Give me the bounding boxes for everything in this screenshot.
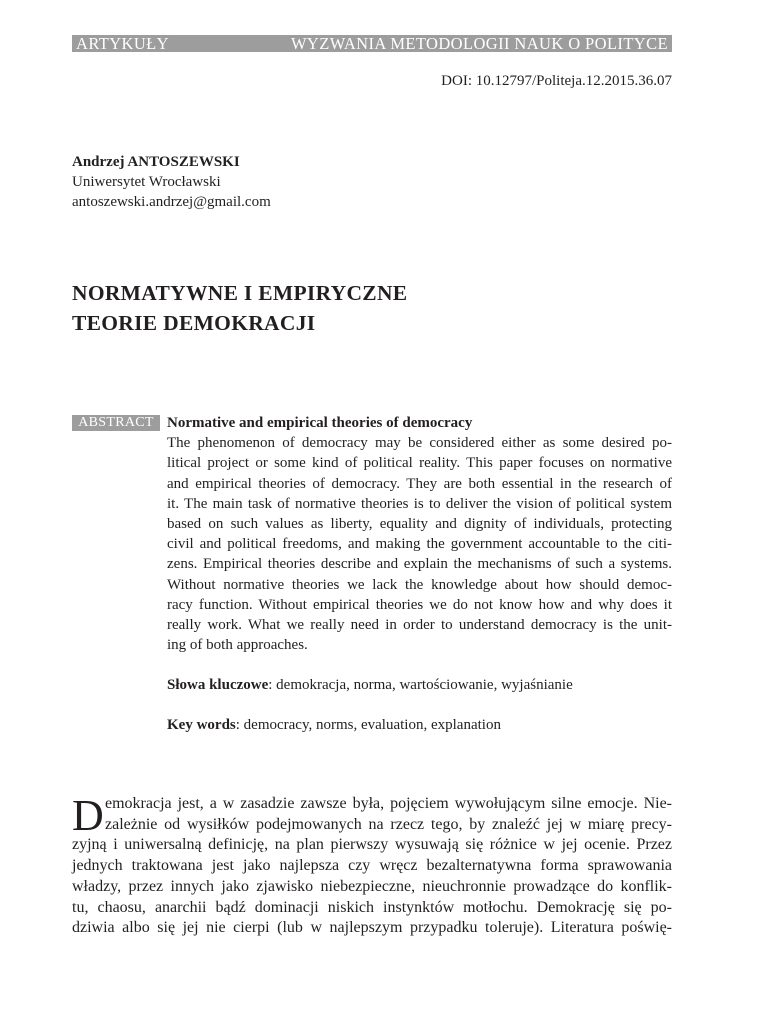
body-line: władzy, przez innych jako zjawisko niebezpieczne, nieuchronnie prowadzące do konflik- (72, 877, 672, 895)
body-line: zależnie od wysiłków podejmowanych na rzecz tego, by znaleźć jej w miarę precy- (105, 815, 672, 833)
body-line: tu, chaosu, anarchii bądź dominacji niskich instynktów motłochu. Demokrację się po- (72, 898, 672, 916)
keywords-polish-label: Słowa kluczowe (167, 677, 269, 693)
body-line: zyjną i uniwersalną definicję, na plan pierwszy wysuwają się różnice w jej ocenie. Przez (72, 836, 672, 854)
abstract-line: litical project or some kind of political reality. This paper focuses on normative (167, 455, 672, 472)
abstract-line: based on such values as liberty, equality and dignity of individuals, protecting (167, 516, 672, 533)
body-paragraph (72, 791, 672, 939)
author-email: antoszewski.andrzej@gmail.com (72, 194, 271, 210)
drop-cap: D (72, 791, 104, 840)
abstract-line: ing of both approaches. (167, 637, 308, 654)
abstract-label: ABSTRACT (72, 415, 160, 431)
keywords-polish-text: : demokracja, norma, wartościowanie, wyjaśnianie (268, 677, 573, 693)
title-line: TEORIE DEMOKRACJI (72, 311, 316, 335)
abstract-block (167, 413, 672, 655)
abstract-line: really work. What we really need in order to understand democracy is the unit- (167, 617, 672, 634)
author-affiliation: Uniwersytet Wrocławski (72, 174, 221, 190)
author-name-text: Andrzej ANTOSZEWSKI (72, 154, 240, 170)
body-line: dziwia albo się jej nie cierpi (lub w najlepszym przypadku toleruje). Literatura poświę- (72, 919, 672, 937)
author-name (72, 152, 240, 172)
abstract-line: zens. Empirical theories describe and explain the mechanisms of such a systems. (167, 556, 672, 573)
section-label: ARTYKUŁY (76, 34, 169, 53)
abstract-line: civil and political freedoms, and making the government accountable to the citi- (167, 536, 672, 553)
abstract-line: Without normative theories we lack the knowledge about how should democ- (167, 576, 672, 593)
doi-text: DOI: 10.12797/Politeja.12.2015.36.07 (441, 73, 672, 89)
abstract-line: racy function. Without empirical theories we do not know how and why does it (167, 596, 672, 613)
keywords-english-text: : democracy, norms, evaluation, explanation (235, 717, 501, 733)
keywords-english (167, 715, 501, 735)
abstract-line: it. The main task of normative theories is to deliver the vision of political system (167, 495, 672, 512)
article-title (72, 278, 672, 338)
keywords-english-label: Key words (167, 717, 236, 733)
body-line: jednych traktowana jest jako najlepsza czy wręcz bezalternatywna forma sprawowania (72, 857, 672, 875)
series-label: WYZWANIA METODOLOGII NAUK O POLITYCE (290, 34, 668, 53)
abstract-title: Normative and empirical theories of democracy (167, 415, 473, 431)
abstract-line: and empirical theories of democracy. They are both essential in the research of (167, 475, 672, 492)
title-line: NORMATYWNE I EMPIRYCZNE (72, 281, 408, 305)
journal-header-bar (72, 35, 672, 52)
abstract-line: The phenomenon of democracy may be considered either as some desired po- (167, 435, 672, 452)
body-line: emokracja jest, a w zasadzie zawsze była, pojęciem wywołującym silne emocje. Nie- (105, 795, 672, 812)
keywords-polish (167, 675, 573, 695)
